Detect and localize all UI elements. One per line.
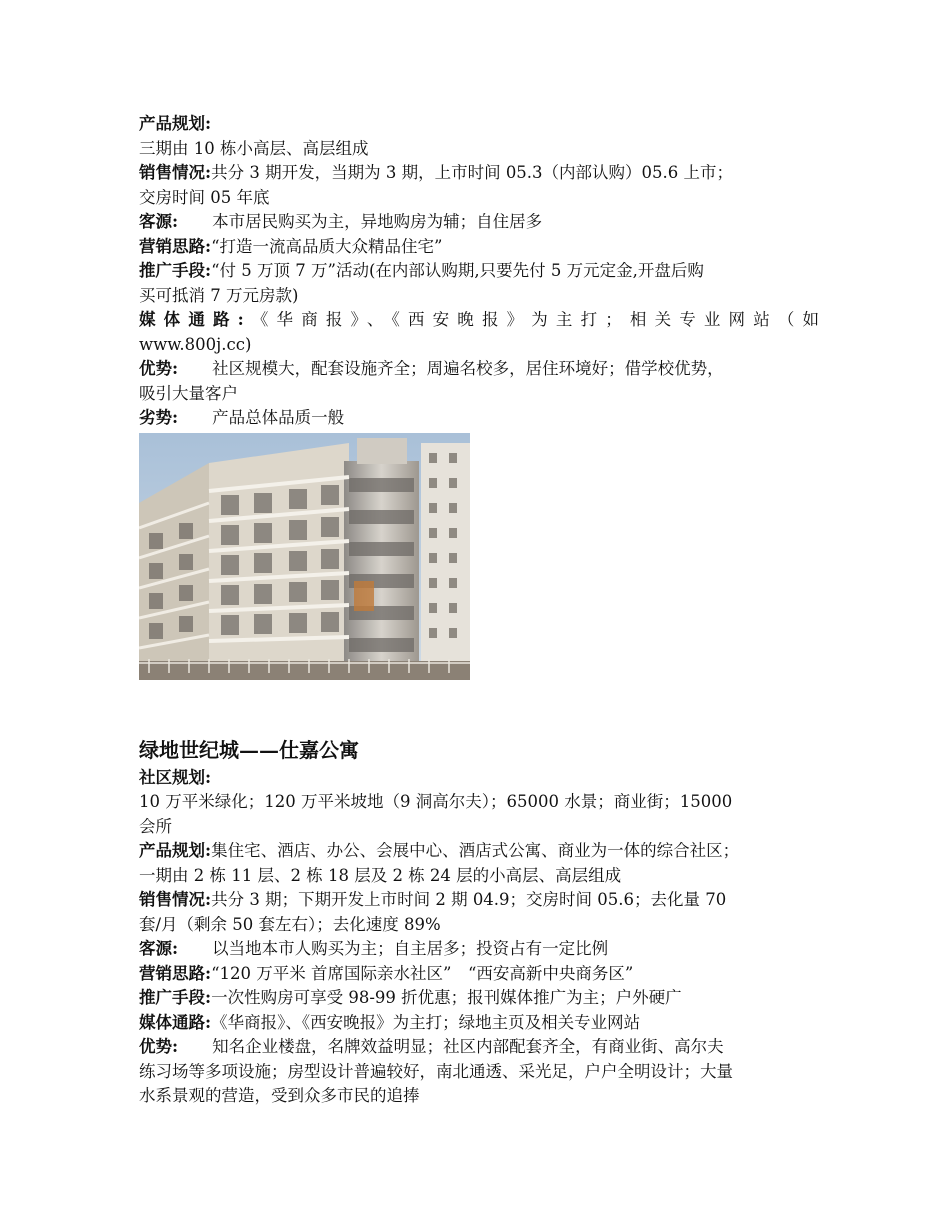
marketing-label-2: 营销思路: xyxy=(139,963,212,983)
marketing-text: “打造一流高品质大众精品住宅” xyxy=(211,236,443,256)
advantage-text-cont: 吸引大量客户 xyxy=(139,383,238,403)
marketing-line-2 xyxy=(139,962,819,987)
source-line xyxy=(139,210,819,235)
product-plan-text-2: 集住宅、酒店、办公、会展中心、酒店式公寓、商业为一体的综合社区； xyxy=(211,841,740,860)
media-line-2 xyxy=(139,1011,819,1036)
disadvantage-line xyxy=(139,406,819,431)
media-label: 媒体通路: xyxy=(139,310,244,329)
product-plan-text: 三期由 10 栋小高层、高层组成 xyxy=(139,138,369,158)
disadvantage-label: 劣势: xyxy=(139,408,179,427)
section-title: 绿地世纪城——仕嘉公寓 xyxy=(139,737,359,762)
marketing-text-2: “120 万平米 首席国际亲水社区” “西安高新中央商务区” xyxy=(211,963,634,983)
product-plan-label: 产品规划: xyxy=(139,114,212,133)
sales-text: 共分 3 期开发，当期为 3 期，上市时间 05.3（内部认购）05.6 上市； xyxy=(211,163,734,182)
media-text-cont: www.800j.cc) xyxy=(139,334,252,354)
community-plan-line xyxy=(139,766,819,791)
source-label: 客源: xyxy=(139,212,179,231)
source-text-2: 以当地本市人购买为主；自主居多；投资占有一定比例 xyxy=(212,939,609,958)
community-plan-text-cont: 会所 xyxy=(139,816,172,836)
community-plan-label: 社区规划: xyxy=(139,767,212,787)
marketing-label: 营销思路: xyxy=(139,236,212,256)
disadvantage-text: 产品总体品质一般 xyxy=(212,408,345,427)
advantage-text: 社区规模大，配套设施齐全；周遍名校多，居住环境好；借学校优势， xyxy=(212,359,724,378)
promo-label-2: 推广手段: xyxy=(139,988,212,1007)
advantage-text-2-cont-2: 水系景观的营造，受到众多市民的追捧 xyxy=(139,1086,420,1105)
advantage-line-2 xyxy=(139,1035,819,1060)
sales-text-cont: 交房时间 05 年底 xyxy=(139,187,270,207)
media-line xyxy=(139,308,819,333)
advantage-text-2-cont: 练习场等多项设施；房型设计普遍较好，南北通透、采光足，户户全明设计；大量 xyxy=(139,1061,733,1081)
promo-label: 推广手段: xyxy=(139,261,212,280)
sales-text-2-cont: 套/月（剩余 50 套左右）；去化速度 89% xyxy=(139,914,441,934)
advantage-label: 优势: xyxy=(139,359,179,378)
sales-label: 销售情况: xyxy=(139,163,212,182)
source-label-2: 客源: xyxy=(139,939,179,958)
media-label-2: 媒体通路: xyxy=(139,1012,212,1032)
sales-label-2: 销售情况: xyxy=(139,890,212,909)
advantage-label-2: 优势: xyxy=(139,1037,179,1056)
media-text: 《华商报》、《西安晚报》为主打；相关专业网站（如 xyxy=(243,310,820,329)
source-text: 本市居民购买为主，异地购房为辅；自住居多 xyxy=(212,212,543,231)
advantage-line xyxy=(139,357,819,382)
product-plan-label-2: 产品规划: xyxy=(139,841,212,860)
promo-line xyxy=(139,259,819,284)
product-plan-line-2 xyxy=(139,839,819,864)
advantage-text-2: 知名企业楼盘，名牌效益明显；社区内部配套齐全，有商业街、高尔夫 xyxy=(212,1037,724,1056)
promo-text-2: 一次性购房可享受 98-99 折优惠；报刊媒体推广为主；户外硬广 xyxy=(211,988,682,1007)
marketing-line xyxy=(139,235,819,260)
promo-text: “付 5 万顶 7 万”活动(在内部认购期,只要先付 5 万元定金,开盘后购 xyxy=(211,261,704,280)
sales-line xyxy=(139,161,819,186)
product-plan-line xyxy=(139,112,819,137)
document-page xyxy=(139,112,819,1109)
promo-line-2 xyxy=(139,986,819,1011)
product-plan-text-2-cont: 一期由 2 栋 11 层、2 栋 18 层及 2 栋 24 层的小高层、高层组成 xyxy=(139,865,622,885)
building-photo xyxy=(139,433,470,680)
sales-line-2 xyxy=(139,888,819,913)
community-plan-text: 10 万平米绿化；120 万平米坡地（9 洞高尔夫）；65000 水景；商业街；15000 xyxy=(139,792,733,811)
media-text-2: 《华商报》、《西安晚报》为主打；绿地主页及相关专业网站 xyxy=(211,1012,641,1032)
source-line-2 xyxy=(139,937,819,962)
promo-text-cont: 买可抵消 7 万元房款) xyxy=(139,285,299,305)
sales-text-2: 共分 3 期；下期开发上市时间 2 期 04.9；交房时间 05.6；去化量 70 xyxy=(211,890,727,909)
